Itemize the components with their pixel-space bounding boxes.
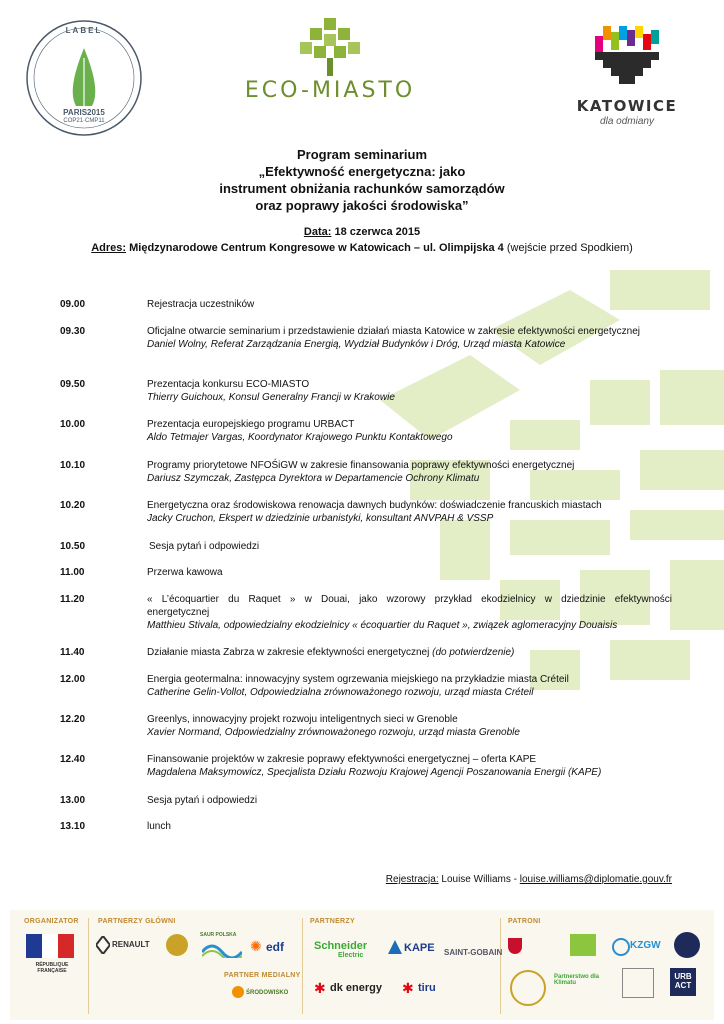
eco-miasto-wordmark: ECO-MIASTO: [244, 78, 416, 103]
dk-energy-icon: ✱: [314, 980, 326, 996]
agenda-title: Energia geotermalna: innowacyjny system ogrzewania miejskiego na przykładzie miasta Créteil: [147, 674, 569, 685]
agenda-time: 12.40: [60, 754, 86, 765]
kzgw-icon: [612, 938, 630, 956]
title-line-3: instrument obniżania rachunków samorządów: [219, 181, 505, 196]
registration-line: [386, 874, 672, 885]
agenda-time: 10.10: [60, 460, 86, 471]
tiru-icon: ✱: [402, 980, 414, 996]
address-note: (wejście przed Spodkiem): [506, 242, 633, 254]
partners-heading: PARTNERZY: [310, 918, 355, 925]
paris2015-label-badge: [24, 18, 144, 138]
seminar-title: [0, 146, 724, 214]
katowice-emblem-icon: [595, 26, 659, 88]
agenda-note: (do potwierdzenie): [432, 647, 515, 658]
schneider-sub: Electric: [338, 952, 364, 959]
republique-francaise-logo: RÉPUBLIQUE FRANÇAISE: [35, 962, 69, 974]
french-flag-icon: [26, 934, 74, 958]
agenda-time: 09.30: [60, 326, 86, 337]
address-value: Międzynarodowe Centrum Kongresowe w Katowicach – ul. Olimpijska 4: [126, 242, 507, 254]
agenda-title: Finansowanie projektów w zakresie poprawy efektywności energetycznej – oferta KAPE: [147, 754, 537, 765]
renault-diamond-icon: [96, 936, 110, 959]
title-line-4: oraz poprawy jakości środowiska”: [255, 198, 469, 213]
agenda-speaker: Matthieu Stivala, odpowiedzialny ekodzielnicy « écoquartier du Raquet », związek aglomeracyjny Douaisis: [147, 620, 618, 631]
agenda-time: 12.20: [60, 714, 86, 725]
agenda-time: 10.50: [60, 541, 86, 552]
agenda-title: Prezentacja konkursu ECO-MIASTO: [147, 379, 310, 390]
footer-divider: [88, 918, 89, 1014]
agenda-time: 09.50: [60, 379, 86, 390]
agenda-title: Programy priorytetowe NFOŚiGW w zakresie finansowania poprawy efektywności energetycznej: [147, 460, 575, 471]
address-label: Adres:: [91, 242, 127, 254]
agenda-speaker: Xavier Normand, Odpowiedzialny zrównoważonego rozwoju, urząd miasta Grenoble: [147, 727, 520, 738]
agenda-title: Działanie miasta Zabrza w zakresie efektywności energetycznej: [147, 647, 433, 658]
patron-logo-icon: [622, 968, 654, 998]
label-badge-event: PARIS2015: [63, 108, 105, 117]
date-value: 18 czerwca 2015: [331, 226, 421, 238]
agenda-time: 10.20: [60, 500, 86, 511]
partner-seal-icon: [166, 934, 188, 956]
date-line: [0, 226, 724, 238]
sponsors-footer: [10, 910, 714, 1020]
kape-logo: KAPE: [404, 942, 435, 954]
main-partners-heading: PARTNERZY GŁÓWNI: [98, 918, 176, 925]
agenda-time: 13.10: [60, 821, 86, 832]
agenda-time: 09.00: [60, 299, 86, 310]
patron-seal-icon: [674, 932, 700, 958]
address-line: [0, 242, 724, 254]
agenda-speaker: Dariusz Szymczak, Zastępca Dyrektora w Departamencie Ochrony Klimatu: [147, 473, 480, 484]
schneider-logo: Schneider: [314, 940, 368, 952]
agenda-time: 11.20: [60, 594, 85, 605]
edf-logo: edf: [266, 940, 284, 954]
organizator-heading: ORGANIZATOR: [24, 918, 79, 925]
agenda-time: 12.00: [60, 674, 86, 685]
dk-energy-logo: dk energy: [330, 982, 382, 994]
agenda-time: 11.00: [60, 567, 85, 578]
agenda-speaker: Thierry Guichoux, Konsul Generalny Francji w Krakowie: [147, 392, 395, 403]
ministry-logo-icon: [570, 934, 596, 956]
edf-flower-icon: ✺: [250, 938, 262, 954]
saur-wave-icon: [202, 940, 242, 963]
title-line-2: „Efektywność energetyczna: jako: [258, 164, 466, 179]
agenda-title: « L’écoquartier du Raquet » w Douai, jako wzorowy przykład ekodzielnicy w dziedzinie efektywności: [147, 594, 672, 605]
registration-name: Louise Williams -: [438, 874, 520, 885]
tree-icon: [295, 18, 365, 76]
agenda-title: lunch: [147, 821, 171, 832]
agenda-title: Energetyczna oraz środowiskowa renowacja dawnych budynków: doświadczenie francuskich miastach: [147, 500, 602, 511]
renault-logo: RENAULT: [112, 940, 150, 949]
agenda-title: Greenlys, innowacyjny projekt rozwoju inteligentnych sieci w Grenoble: [147, 714, 458, 725]
urbact-logo: URB ACT: [670, 968, 696, 996]
katowice-wordmark: KATOWICE: [576, 97, 678, 115]
polish-eagle-icon: [508, 938, 522, 954]
label-badge-sub: COP21·CMP11: [63, 118, 105, 124]
saint-gobain-logo: SAINT-GOBAIN: [444, 948, 503, 957]
agenda-title: Rejestracja uczestników: [147, 299, 255, 310]
agenda-time: 11.40: [60, 647, 85, 658]
agenda-time: 10.00: [60, 419, 86, 430]
footer-divider: [500, 918, 501, 1014]
saur-logo: SAUR POLSKA: [200, 932, 237, 938]
agenda-title: Przerwa kawowa: [147, 567, 223, 578]
agenda-title: Sesja pytań i odpowiedzi: [147, 795, 258, 806]
date-label: Data:: [303, 226, 332, 238]
agenda-title: Prezentacja europejskiego programu URBACT: [147, 419, 355, 430]
registration-email-link[interactable]: louise.williams@diplomatie.gouv.fr: [519, 874, 672, 885]
footer-divider: [302, 918, 303, 1014]
eco-miasto-logo: [240, 18, 420, 108]
patrons-heading: PATRONI: [508, 918, 541, 925]
agenda-speaker: Catherine Gelin-Vollot, Odpowiedzialna zrównoważonego rozwoju, urząd miasta Créteil: [147, 687, 534, 698]
katowice-tagline: dla odmiany: [600, 116, 654, 127]
label-badge-top: LABEL: [65, 26, 103, 35]
registration-label: Rejestracja:: [385, 874, 439, 885]
agenda-speaker: Jacky Cruchon, Ekspert w dziedzinie urbanistyki, konsultant ANVPAH & VSSP: [147, 513, 494, 524]
agenda-time: 13.00: [60, 795, 86, 806]
srodowisko-logo: ŚRODOWISKO: [246, 990, 289, 996]
agenda-title: Sesja pytań i odpowiedzi: [149, 541, 260, 552]
agenda-speaker: Daniel Wolny, Referat Zarządzania Energią, Wydział Budynków i Dróg, Urząd miasta Katowice: [147, 339, 566, 350]
agenda-title-cont: energetycznej: [147, 607, 210, 618]
partnerstwo-logo: Partnerstwo dla Klimatu: [554, 974, 600, 986]
kape-icon: [388, 940, 402, 959]
title-line-1: Program seminarium: [296, 147, 428, 162]
media-partner-icon: [232, 986, 244, 998]
tiru-logo: tiru: [418, 982, 436, 994]
agenda-speaker: Aldo Tetmajer Vargas, Koordynator Krajowego Punktu Kontaktowego: [147, 432, 453, 443]
agenda-title: Oficjalne otwarcie seminarium i przedstawienie działań miasta Katowice w zakresie efektywności energetycznej: [147, 326, 640, 337]
kzgw-logo: KZGW: [630, 940, 661, 951]
agenda-speaker: Magdalena Maksymowicz, Specjalista Działu Rozwoju Krajowej Agencji Poszanowania Energii (KAPE): [147, 767, 602, 778]
media-partner-heading: PARTNER MEDIALNY: [224, 972, 301, 979]
city-emblem-icon: [510, 970, 546, 1006]
katowice-logo: [572, 26, 682, 127]
